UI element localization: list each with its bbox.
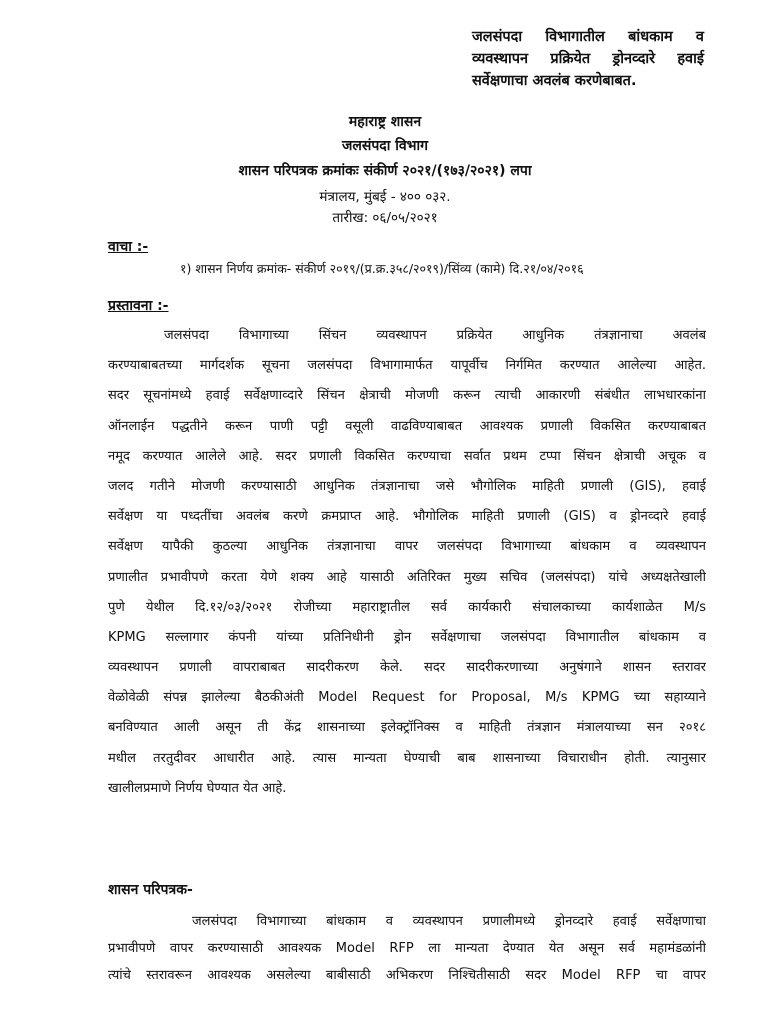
address-line: मंत्रालय, मुंबई - ४०० ०३२. — [319, 189, 451, 205]
subject-line: व्यवस्थापन प्रक्रियेत ड्रोनव्दारे हवाई — [472, 51, 704, 67]
subject-line: जलसंपदा विभागातील बांधकाम व — [472, 29, 704, 45]
government-title: महाराष्ट्र शासन — [348, 114, 422, 130]
preamble-line: नमूद करण्यात आलेले आहे. सदर प्रणाली विकसित करण्याचा सर्वात प्रथम टप्पा सिंचन क्षेत्राची अचूक व — [108, 448, 706, 464]
circular-section-heading: शासन परिपत्रक- — [108, 882, 193, 898]
circular-line: प्रभावीपणे वापर करण्यासाठी आवश्यक Model RFP ला मान्यता देण्यात येत असून सर्व महामंडळांनी — [108, 941, 706, 956]
preamble-line: व्यवस्थापन प्रणाली वापराबाबत सादरीकरण केले. सदर सादरीकरणाच्या अनुषंगाने शासन स्तरावर — [108, 660, 706, 676]
preamble-line: सर्वेक्षण यापैकी कुठल्या आधुनिक तंत्रज्ञानाचा वापर जलसंपदा विभागाच्या बांधकाम व व्यवस्थापन — [108, 539, 706, 555]
circular-line: जलसंपदा विभागाच्या बांधकाम व व्यवस्थापन प्रणालीमध्ये ड्रोनव्दारे हवाई सर्वेक्षणाचा — [192, 914, 706, 929]
circular-line: त्यांचे स्तरावरून आवश्यक असलेल्या बाबीसाठी अभिकरण निश्चितीसाठी सदर Model RFP चा वापर — [108, 968, 706, 983]
preamble-line: मधील तरतुदीवर आधारीत आहे. त्यास मान्यता घेण्याची बाब शासनाच्या विचाराधीन होती. त्यानुसार — [108, 750, 706, 766]
preamble-line: पुणे येथील दि.१२/०३/२०२१ रोजीच्या महाराष्ट्रातील सर्व कार्यकारी संचालकाच्या कार्यशाळेत M/s — [108, 599, 706, 615]
preamble-paragraph — [108, 321, 706, 804]
subject-block — [472, 26, 704, 92]
preamble-line: जलसंपदा विभागाच्या सिंचन व्यवस्थापन प्रक्रियेत आधुनिक तंत्रज्ञानाचा अवलंब — [164, 328, 706, 343]
subject-line: सर्वेक्षणाचा अवलंब करणेबाबत. — [472, 73, 637, 89]
preamble-line: प्रणालीत प्रभावीपणे करता येणे शक्य आहे यासाठी अतिरिक्त मुख्य सचिव (जलसंपदा) यांचे अध्यक्षतेखाली — [108, 569, 706, 585]
circular-number: शासन परिपत्रक क्रमांकः संकीर्ण २०२१/(१७३/२०२१) लपा — [238, 163, 532, 179]
date-line: तारीख: ०६/०५/२०२१ — [332, 210, 438, 226]
reference-heading: वाचा :- — [108, 239, 149, 255]
preamble-line: जलद गतीने मोजणी करण्यासाठी आधुनिक तंत्रज्ञानाचा जसे भौगोलिक माहिती प्रणाली (GIS), हवाई — [108, 478, 706, 494]
preamble-line: बनविण्यात आली असून ती केंद्र शासनाच्या इलेक्ट्रॉनिक्स व माहिती तंत्रज्ञान मंत्रालयाच्या सन २०१८ — [108, 720, 706, 736]
preamble-line: सदर सूचनांमध्ये हवाई सर्वेक्षणाव्दारे सिंचन क्षेत्राची मोजणी करून त्याची आकारणी संबंधीत लाभधारकांना — [108, 388, 706, 404]
preamble-line: KPMG सल्लागार कंपनी यांच्या प्रतिनिधीनी ड्रोन सर्वेक्षणाचा जलसंपदा विभागातील बांधकाम व — [108, 629, 706, 645]
preamble-heading: प्रस्तावना :- — [108, 298, 169, 314]
preamble-line: करण्याबाबतच्या मार्गदर्शक सूचना जलसंपदा विभागामार्फत यापूर्वीच निर्गमित करण्यात आलेल्या आहेत. — [108, 358, 706, 374]
preamble-line: ऑनलाईन पद्धतीने करून पाणी पट्टी वसूली वाढविण्याबाबत आवश्यक प्रणाली विकसित करण्याबाबत — [108, 418, 706, 434]
preamble-line: सर्वेक्षण या पध्दतींचा अवलंब करणे क्रमप्राप्त आहे. भौगोलिक माहिती प्रणाली (GIS) व ड्रोनव्दारे हवाई — [108, 509, 706, 525]
department-title: जलसंपदा विभाग — [342, 138, 428, 154]
preamble-line: खालीलप्रमाणे निर्णय घेण्यात येत आहे. — [108, 780, 287, 796]
reference-item: १) शासन निर्णय क्रमांक- संकीर्ण २०१९/(प्र.क्र.३५८/२०१९)/सिंव्य (कामे) दि.२१/०४/२०१६ — [180, 261, 584, 276]
preamble-line: वेळोवेळी संपन्न झालेल्या बैठकीअंती Model Request for Proposal, M/s KPMG च्या सहाय्याने — [108, 690, 706, 706]
circular-paragraph — [108, 908, 706, 989]
